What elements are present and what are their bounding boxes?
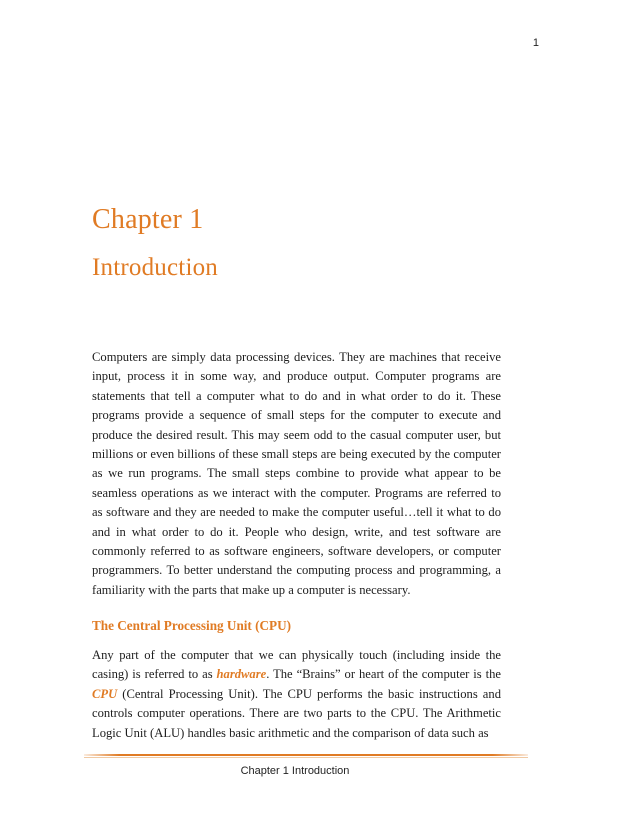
intro-paragraph: Computers are simply data processing devices. They are machines that receive input, process it in some way, and produce output. Computer programs are statements that tell a computer what to do and in what order to do it. These programs provide a sequence of small steps for the computer to execute and produce the desired result. This may seem odd to the casual computer user, but millions or even billions of these small steps are being executed by the computer as we run programs. The small steps combine to provide what appear to be seamless operations as we interact with the computer. Programs are referred to as software and they are needed to make the computer useful…tell it what to do and in what order to do it. People who design, write, and test software are commonly referred to as software engineers, software developers, or computer programmers. To better understand the computing process and programming, a familiarity with the parts that make up a computer is necessary. — [92, 350, 501, 597]
term-cpu: CPU — [92, 686, 118, 701]
footer-text: Chapter 1 Introduction — [240, 765, 350, 777]
cpu-text-part-3: (Central Processing Unit). The CPU performs the basic instructions and controls computer operations. There are two parts to the CPU. The Arithmetic Logic Unit (ALU) handles basic arithmetic and the comparison of data such as — [92, 686, 501, 740]
page-number: 1 — [532, 37, 539, 49]
cpu-paragraph — [92, 646, 501, 743]
cpu-text-part-1: Any part of the computer that we can physically touch (including inside the casing) is referred to as — [92, 648, 501, 682]
section-heading-cpu: The Central Processing Unit (CPU) — [92, 618, 292, 633]
footer-rule — [84, 754, 528, 756]
footer-rule-thin — [84, 757, 528, 758]
term-hardware: hardware — [216, 667, 267, 682]
cpu-text-part-2: . The “Brains” or heart of the computer is the — [266, 667, 501, 682]
chapter-title: Introduction — [92, 254, 218, 281]
chapter-label: Chapter 1 — [92, 204, 204, 235]
